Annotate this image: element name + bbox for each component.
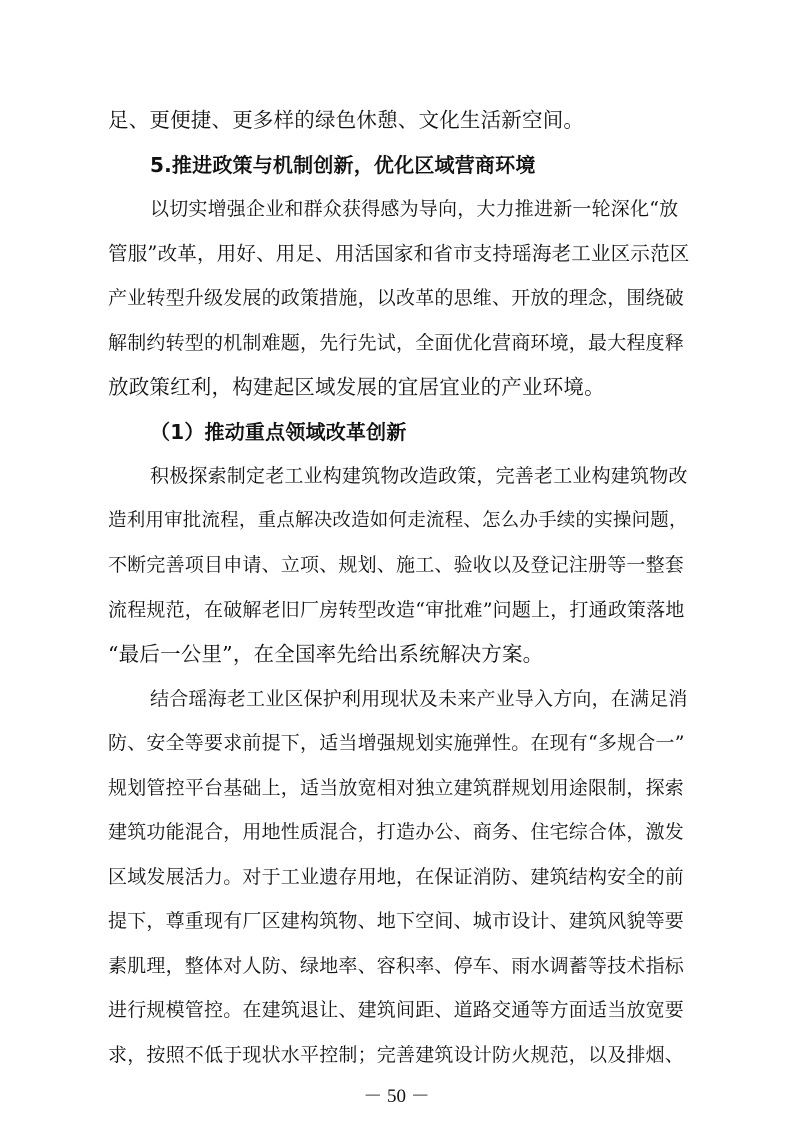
text-line: 流程规范，在破解老旧厂房转型改造“审批难”问题上，打通政策落地 (108, 598, 685, 621)
text-line: 足、更便捷、更多样的绿色休憩、文化生活新空间。 (108, 108, 585, 132)
text-line: 放政策红利，构建起区域发展的宜居宜业的产业环境。 (108, 375, 605, 399)
text-line: 建筑功能混合，用地性质混合，打造办公、商务、住宅综合体，激发 (108, 821, 685, 843)
text-line: 区域发展活力。对于工业遗存用地，在保证消防、建筑结构安全的前 (108, 865, 685, 888)
text-line: 积极探索制定老工业构建筑物改造政策，完善老工业构建筑物改 (150, 465, 688, 487)
text-line: 求，按照不低于现状水平控制；完善建筑设计防火规范，以及排烟、 (108, 1043, 685, 1066)
text-line: 结合瑶海老工业区保护利用现状及未来产业导入方向，在满足消 (150, 687, 688, 710)
text-line: 规划管控平台基础上，适当放宽相对独立建筑群规划用途限制，探索 (108, 776, 685, 799)
text-line: 产业转型升级发展的政策措施，以改革的思维、开放的理念，围绕破 (108, 287, 685, 309)
text-line: 以切实增强企业和群众获得感为导向，大力推进新一轮深化“放 (150, 198, 679, 220)
text-line: 管服”改革，用好、用足、用活国家和省市支持瑶海老工业区示范区 (108, 241, 690, 265)
text-line: 素肌理，整体对人防、绿地率、容积率、停车、雨水调蓄等技术指标 (108, 954, 685, 977)
text-line: 不断完善项目申请、立项、规划、施工、验收以及登记注册等一整套 (108, 554, 685, 576)
text-line: 防、安全等要求前提下，适当增强规划实施弹性。在现有“多规合一” (108, 732, 685, 754)
subsection-heading: （1）推动重点领域改革创新 (150, 419, 407, 444)
section-heading: 5.推进政策与机制创新，优化区域营商环境 (150, 152, 536, 177)
text-line: 解制约转型的机制难题，先行先试，全面优化营商环境，最大程度释 (108, 331, 685, 354)
text-line: “最后一公里”，在全国率先给出系统解决方案。 (108, 642, 544, 666)
text-line: 进行规模管控。在建筑退让、建筑间距、道路交通等方面适当放宽要 (108, 999, 685, 1021)
text-line: 造利用审批流程，重点解决改造如何走流程、怎么办手续的实操问题， (108, 509, 688, 531)
text-line: 提下，尊重现有厂区建构筑物、地下空间、城市设计、建筑风貌等要 (108, 910, 685, 932)
page-number: － 50 － (363, 1085, 430, 1107)
